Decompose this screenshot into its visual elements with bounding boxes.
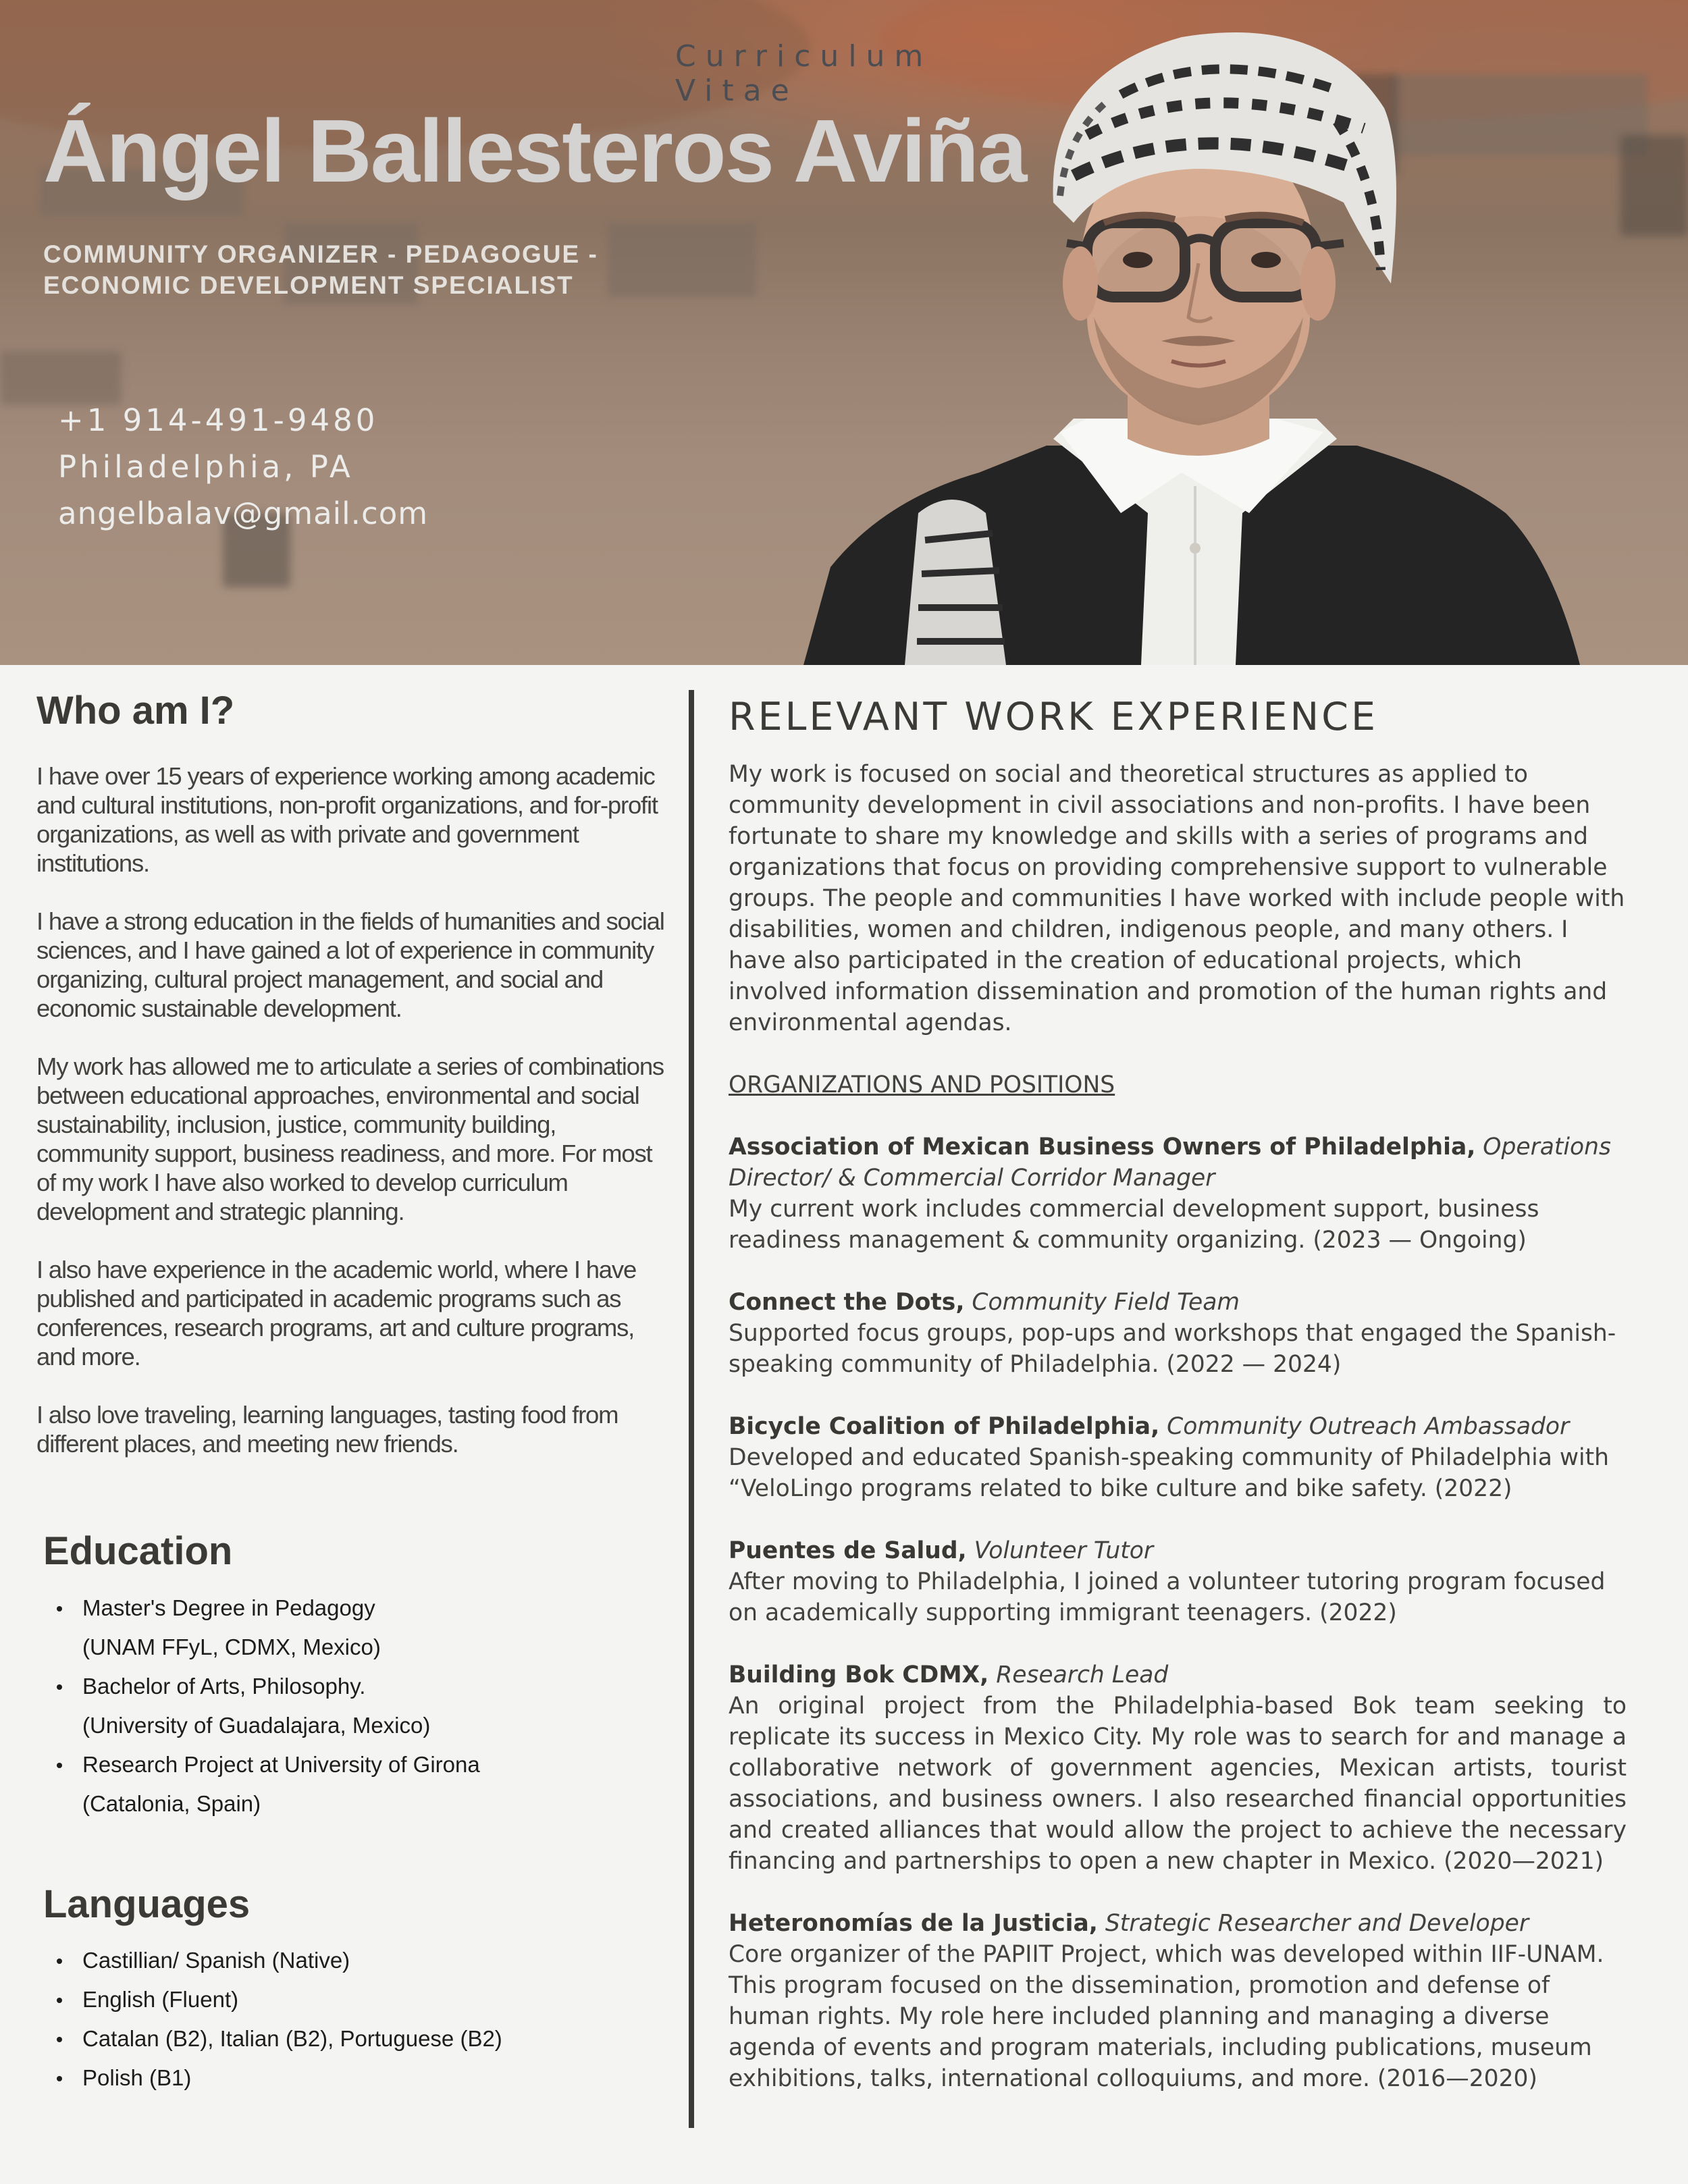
job-role: Volunteer Tutor: [974, 1537, 1154, 1564]
phone-number: +1 914-491-9480: [58, 402, 379, 438]
job-role: Research Lead: [996, 1661, 1169, 1688]
language-item: Catalan (B2), Italian (B2), Portuguese (B2): [43, 2019, 651, 2058]
about-paragraph: My work has allowed me to articulate a series of combinations between educational approaches, environmental and social sustainability, inclusion, justice, community building, community support, business readiness, and more. For most of my work I have also worked to develop curriculum development and strategic planning.: [36, 1053, 664, 1225]
work-heading: RELEVANT WORK EXPERIENCE: [729, 695, 1378, 739]
job-organization: Puentes de Salud,: [729, 1537, 967, 1564]
education-list: [43, 1589, 651, 1823]
languages-heading: Languages: [43, 1882, 250, 1926]
job-role: Community Outreach Ambassador: [1167, 1413, 1570, 1440]
education-item: Research Project at University of Girona: [43, 1745, 651, 1784]
organizations-heading: ORGANIZATIONS AND POSITIONS: [729, 1071, 1115, 1098]
job-organization: Bicycle Coalition of Philadelphia,: [729, 1413, 1160, 1440]
professional-title: [43, 239, 651, 301]
job-role: Community Field Team: [972, 1289, 1240, 1316]
job-entry: [729, 1908, 1627, 2094]
about-paragraph: I also love traveling, learning languages, tasting food from different places, and meeting new friends.: [36, 1401, 618, 1458]
job-description: My current work includes commercial development support, business readiness management & community organizing. (2023 — Ongoing): [729, 1196, 1539, 1254]
education-item: Master's Degree in Pedagogy: [43, 1589, 651, 1628]
column-divider: [689, 690, 694, 2128]
language-item: English (Fluent): [43, 1980, 651, 2019]
education-heading: Education: [43, 1529, 233, 1573]
job-role: Operations Director/ & Commercial Corridor Manager: [729, 1134, 1611, 1192]
title-line-2: ECONOMIC DEVELOPMENT SPECIALIST: [43, 271, 574, 299]
title-line-1: COMMUNITY ORGANIZER - PEDAGOGUE -: [43, 240, 598, 268]
education-detail: (Catalonia, Spain): [82, 1791, 261, 1816]
about-section: [36, 682, 668, 1487]
person-name: Ángel Ballesteros Aviña: [43, 101, 1026, 201]
job-entry: [729, 1535, 1627, 1628]
job-entry: [729, 1411, 1627, 1504]
language-item: Polish (B1): [43, 2058, 651, 2098]
education-item: Bachelor of Arts, Philosophy.: [43, 1667, 651, 1706]
job-description: An original project from the Philadelphia-based Bok team seeking to replicate its success in Mexico City. My role was to search for and manage a collaborative network of government agencies, Mexican artists, tourist associations, and business owners. I also researched financial opportunities and created alliances that would allow the project to achieve the necessary financing and partnerships to open a new chapter in Mexico. (2020—2021): [729, 1693, 1627, 1875]
job-description: Core organizer of the PAPIIT Project, which was developed within IIF-UNAM. This program focused on the dissemination, promotion and defense of human rights. My role here included planning and managing a diverse agenda of events and program materials, including publications, museum exhibitions, talks, international colloquiums, and more. (2016—2020): [729, 1941, 1604, 2092]
job-entry: [729, 1659, 1627, 1877]
job-organization: Building Bok CDMX,: [729, 1661, 989, 1688]
email-address: angelbalav@gmail.com: [58, 496, 429, 531]
job-description: After moving to Philadelphia, I joined a volunteer tutoring program focused on academically supporting immigrant teenagers. (2022): [729, 1568, 1606, 1626]
job-organization: Association of Mexican Business Owners of Philadelphia,: [729, 1134, 1476, 1161]
languages-list: [43, 1941, 651, 2098]
contact-block: [58, 397, 428, 537]
job-entry: [729, 1131, 1627, 1256]
job-role: Strategic Researcher and Developer: [1105, 1910, 1529, 1937]
about-paragraph: I also have experience in the academic world, where I have published and participated in academic programs such as conferences, research programs, art and culture programs, and more.: [36, 1256, 637, 1370]
work-section: [729, 689, 1627, 2125]
language-item: Castillian/ Spanish (Native): [43, 1941, 651, 1980]
header-banner: [0, 0, 1688, 665]
portrait-photo: [803, 0, 1600, 665]
education-detail: (University of Guadalajara, Mexico): [82, 1713, 431, 1738]
job-entry: [729, 1287, 1627, 1380]
work-intro: My work is focused on social and theoretical structures as applied to community development in civil associations and non-profits. I have been fortunate to share my knowledge and skills with a series of programs and organizations that focus on providing comprehensive support to vulnerable groups. The people and communities I have worked with include people with disabilities, women and children, indigenous people, and many others. I have also participated in the creation of educational projects, which involved information dissemination and promotion of the human rights and environmental agendas.: [729, 761, 1625, 1036]
about-heading: Who am I?: [36, 689, 235, 733]
job-description: Developed and educated Spanish-speaking community of Philadelphia with “VeloLingo programs related to bike culture and bike safety. (2022): [729, 1444, 1610, 1502]
job-organization: Connect the Dots,: [729, 1289, 965, 1316]
job-organization: Heteronomías de la Justicia,: [729, 1910, 1098, 1937]
location: Philadelphia, PA: [58, 449, 354, 485]
about-paragraph: I have a strong education in the fields of humanities and social sciences, and I have gained a lot of experience in community organizing, cultural project management, and social and economic sustainable development.: [36, 907, 664, 1022]
about-paragraph: I have over 15 years of experience working among academic and cultural institutions, non-profit organizations, and for-profit organizations, as well as with private and government institutions.: [36, 762, 658, 877]
cv-label: Curriculum Vitae: [675, 39, 933, 108]
education-detail: (UNAM FFyL, CDMX, Mexico): [82, 1634, 381, 1659]
job-description: Supported focus groups, pop-ups and workshops that engaged the Spanish-speaking community of Philadelphia. (2022 — 2024): [729, 1320, 1616, 1378]
